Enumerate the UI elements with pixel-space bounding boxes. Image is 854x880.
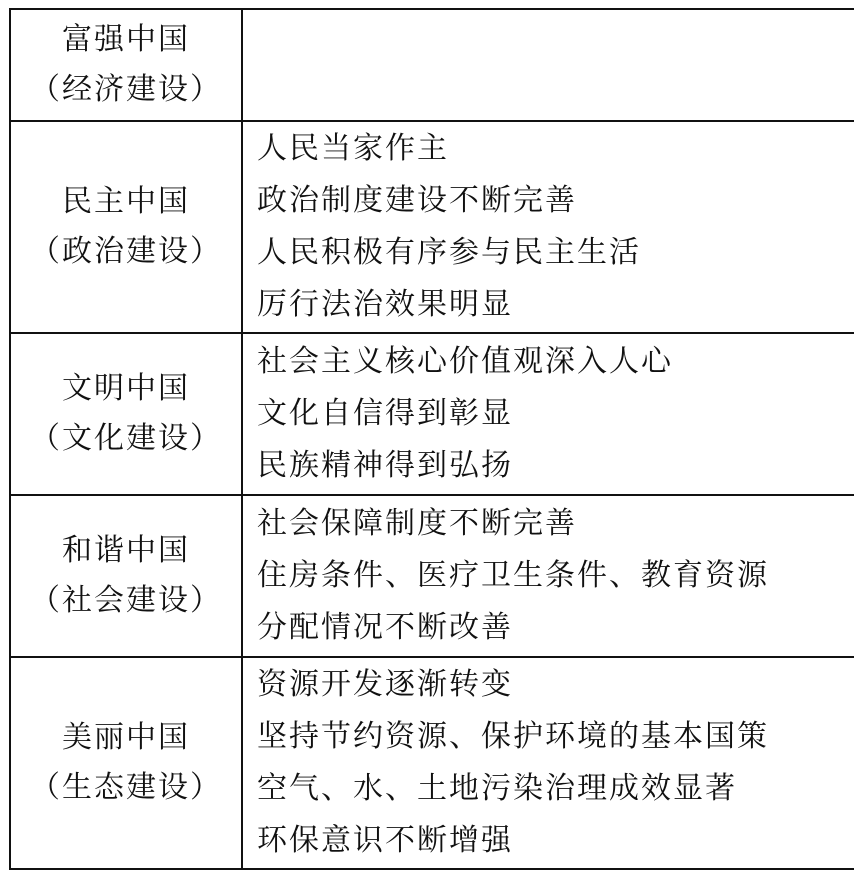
item-text: 人民当家作主 xyxy=(257,131,449,166)
items-cell xyxy=(242,495,854,657)
item-text: 社会保障制度不断完善 xyxy=(257,506,577,541)
category-title: 和谐中国 xyxy=(62,533,190,568)
items-cell xyxy=(242,9,854,121)
category-title: 民主中国 xyxy=(62,184,190,219)
item-text: 政治制度建设不断完善 xyxy=(257,183,577,218)
item-text: 厉行法治效果明显 xyxy=(257,287,513,322)
category-cell xyxy=(10,495,242,657)
category-subtitle: （文化建设） xyxy=(30,421,222,456)
category-cell xyxy=(10,657,242,869)
category-subtitle: （经济建设） xyxy=(30,72,222,107)
construction-table xyxy=(9,8,854,870)
table-row xyxy=(10,495,854,657)
category-cell xyxy=(10,121,242,333)
table-row xyxy=(10,657,854,869)
table-row xyxy=(10,333,854,495)
items-cell xyxy=(242,657,854,869)
items-cell xyxy=(242,333,854,495)
item-text: 文化自信得到彰显 xyxy=(257,396,513,431)
items-cell xyxy=(242,121,854,333)
table-row xyxy=(10,9,854,121)
category-cell xyxy=(10,333,242,495)
item-text: 坚持节约资源、保护环境的基本国策 xyxy=(257,719,769,754)
item-text: 民族精神得到弘扬 xyxy=(257,448,513,483)
item-text: 环保意识不断增强 xyxy=(257,823,513,858)
item-text: 空气、水、土地污染治理成效显著 xyxy=(257,771,737,806)
category-title: 富强中国 xyxy=(62,22,190,57)
category-subtitle: （社会建设） xyxy=(30,583,222,618)
item-text: 人民积极有序参与民主生活 xyxy=(257,235,641,270)
item-text: 资源开发逐渐转变 xyxy=(257,667,513,702)
category-subtitle: （政治建设） xyxy=(30,234,222,269)
item-text: 社会主义核心价值观深入人心 xyxy=(257,344,673,379)
table-row xyxy=(10,121,854,333)
category-subtitle: （生态建设） xyxy=(30,770,222,805)
item-text: 分配情况不断改善 xyxy=(257,610,513,645)
category-title: 文明中国 xyxy=(62,371,190,406)
item-text: 住房条件、医疗卫生条件、教育资源 xyxy=(257,558,769,593)
category-cell xyxy=(10,9,242,121)
category-title: 美丽中国 xyxy=(62,720,190,755)
